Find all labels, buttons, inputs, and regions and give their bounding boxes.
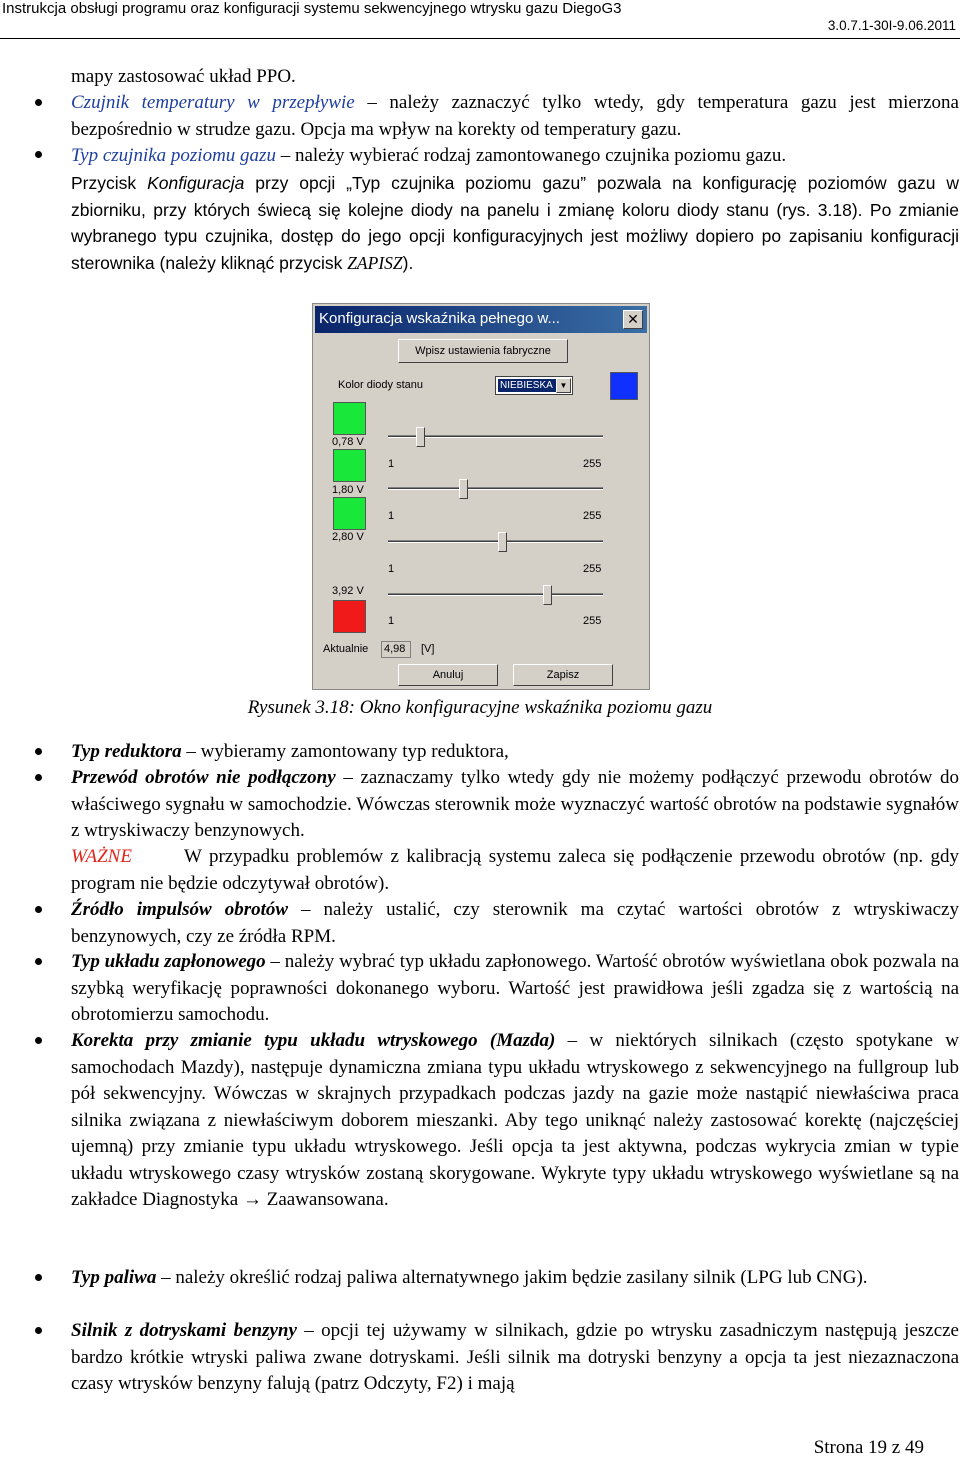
item-term: Typ reduktora <box>71 741 182 762</box>
close-button[interactable]: ✕ <box>623 310 643 329</box>
level-voltage: 1,80 V <box>332 484 364 496</box>
item-term: Źródło impulsów obrotów <box>71 899 289 920</box>
configuration-paragraph <box>71 170 959 276</box>
item-term: Korekta przy zmianie typu układu wtryskowego (Mazda) <box>71 1030 556 1051</box>
slider-max-label: 255 <box>583 458 602 470</box>
item-text: – zaznaczamy tylko wtedy gdy nie możemy podłączyć przewodu obrotów do właściwego sygnału w samochodzie. Wówczas sterownik może wyznaczyć wartość obrotów na podstawie sygnałów z wtryskiwaczy benzynowych. <box>71 767 959 841</box>
slider-max-label: 255 <box>583 563 602 575</box>
level-led <box>333 402 366 435</box>
bullet <box>35 906 42 913</box>
bullet <box>35 1327 42 1334</box>
item-text: – w niektórych silnikach (często spotykane w samochodach Mazdy), następuje dynamiczna zmiana typu układu wtryskowego z sekwencyjnego na fullgroup lub pół sekwencyjny. Wówczas w skrajnych przypadkach podczas jazdy na gazie może nastąpić niewłaściwa praca silnika związana z niewłaściwym doborem mieszanki. Aby tego uniknąć należy zastosować korektę (najczęściej ujemną) przy zmianie typu układu wtryskowego. Jeśli opcja ta jest aktywna, podczas wykrycia zmian w typie układu wtryskowego czasy wtrysków zostaną skorygowane. Wykryte typy układu wtryskowego wyświetlane są na zakładce Diagnostyka → Zaawansowana. <box>71 1030 959 1210</box>
level-led <box>333 449 366 482</box>
level-voltage: 3,92 V <box>332 585 364 597</box>
level-slider-thumb[interactable] <box>543 585 552 605</box>
status-color-value: NIEBIESKA <box>498 379 556 392</box>
page-header <box>0 0 960 40</box>
chevron-down-icon[interactable]: ▼ <box>556 378 571 393</box>
bullet <box>35 1274 42 1281</box>
list-item <box>71 90 959 143</box>
item-text: – należy określić rodzaj paliwa alternatywnego jakim będzie zasilany silnik (LPG lub CNG). <box>156 1267 868 1288</box>
slider-max-label: 255 <box>583 615 602 627</box>
level-slider-track[interactable] <box>388 540 603 543</box>
paragraph-text: przy opcji „Typ czujnika poziomu gazu” pozwala na konfigurację poziomów gazu w zbiorniku, przy których świecą się kolejne diody na panelu i zmianę koloru diody stanu (rys. 3.18). Po zmianie wybranego typu czujnika, dostęp do jego opcji konfiguracyjnych jest możliwy dopiero po zapisaniu konfiguracji sterownika (należy kliknąć przycisk <box>71 173 960 273</box>
slider-min-label: 1 <box>388 510 395 522</box>
level-slider-thumb[interactable] <box>498 532 507 552</box>
gauge-config-dialog <box>312 303 650 690</box>
list-item <box>71 1028 959 1214</box>
slider-min-label: 1 <box>388 615 395 627</box>
slider-min-label: 1 <box>388 458 395 470</box>
dialog-titlebar <box>315 306 647 333</box>
item-term: Czujnik temperatury w przepływie <box>71 92 355 113</box>
cancel-button[interactable]: Anuluj <box>398 664 498 686</box>
note-label: WAŻNE <box>71 846 132 867</box>
item-term: Typ układu zapłonowego <box>71 951 266 972</box>
intro-text: mapy zastosować układ PPO. <box>71 66 296 87</box>
level-led <box>333 497 366 530</box>
level-slider-track[interactable] <box>388 593 603 596</box>
slider-min-label: 1 <box>388 563 395 575</box>
slider-max-label: 255 <box>583 510 602 522</box>
current-unit: [V] <box>421 643 435 655</box>
list-item <box>71 1265 959 1292</box>
konfiguracja-term: Konfiguracja <box>147 173 245 193</box>
intro-line <box>71 64 959 91</box>
item-term: Typ czujnika poziomu gazu <box>71 145 276 166</box>
item-term: Typ paliwa <box>71 1267 157 1288</box>
paragraph-text: ). <box>402 252 414 273</box>
item-text: – należy wybrać typ układu zapłonowego. Wartość obrotów wyświetlana obok pozwala na szybką weryfikację poprawności dokonanego wyboru. Wartość jest prawidłowa jeśli zgadza się z wartością na obrotomierzu samochodu. <box>71 951 960 1025</box>
dialog-title: Konfiguracja wskaźnika pełnego w... <box>319 310 560 327</box>
header-rule <box>0 38 960 39</box>
bullet <box>35 748 42 755</box>
bullet <box>35 99 42 106</box>
level-led <box>333 600 366 633</box>
item-term: Przewód obrotów nie podłączony <box>71 767 336 788</box>
item-text: – należy wybierać rodzaj zamontowanego czujnika poziomu gazu. <box>275 145 787 166</box>
save-button[interactable]: Zapisz <box>513 664 613 686</box>
document-version: 3.0.7.1-30I-9.06.2011 <box>827 18 956 33</box>
item-text: – opcji tej używamy w silnikach, gdzie po wtrysku zasadniczym następują jeszcze bardzo krótkie wtryski paliwa zwane dotryskami. Jeśli silnik ma dotryski benzyny a opcja ta jest niezaznaczona czasy wtrysków benzyny falują (patrz Odczyty, F2) i mają <box>71 1320 959 1394</box>
bullet <box>35 151 42 158</box>
level-slider-track[interactable] <box>388 487 603 490</box>
bullet <box>35 774 42 781</box>
level-voltage: 2,80 V <box>332 531 364 543</box>
important-note <box>71 844 959 897</box>
factory-defaults-button[interactable]: Wpisz ustawienia fabryczne <box>398 339 568 363</box>
item-term: Silnik z dotryskami benzyny <box>71 1320 297 1341</box>
status-color-label: Kolor diody stanu <box>338 379 423 391</box>
paragraph-text: Przycisk <box>71 173 148 193</box>
current-label: Aktualnie <box>323 643 369 655</box>
bullet <box>35 958 42 965</box>
status-color-swatch <box>610 372 638 400</box>
status-color-select[interactable] <box>495 376 573 395</box>
figure-caption: Rysunek 3.18: Okno konfiguracyjne wskaźnika poziomu gazu <box>247 697 713 718</box>
list-item <box>71 897 959 950</box>
zapisz-term: ZAPISZ <box>347 252 403 273</box>
list-item <box>71 1318 959 1398</box>
current-value-field: 4,98 <box>381 641 411 658</box>
document-title: Instrukcja obsługi programu oraz konfiguracji systemu sekwencyjnego wtrysku gazu DiegoG3 <box>2 0 622 17</box>
item-text: – wybieramy zamontowany typ reduktora, <box>181 741 509 762</box>
level-slider-thumb[interactable] <box>459 479 468 499</box>
item-text: – należy ustalić, czy sterownik ma czytać wartości obrotów z wtryskiwaczy benzynowych, czy ze źródła RPM. <box>71 899 959 947</box>
page-number: Strona 19 z 49 <box>813 1437 924 1458</box>
list-item <box>71 739 959 766</box>
list-item <box>71 949 959 1029</box>
note-text: W przypadku problemów z kalibracją systemu zaleca się podłączenie przewodu obrotów (np. gdy program nie będzie odczytywał obrotów). <box>71 846 959 894</box>
level-slider-thumb[interactable] <box>416 427 425 447</box>
list-item <box>71 143 959 170</box>
bullet <box>35 1037 42 1044</box>
list-item <box>71 765 959 845</box>
item-text: – należy zaznaczyć tylko wtedy, gdy temperatura gazu jest mierzona bezpośrednio w strudze gazu. Opcja ma wpływ na korekty od temperatury gazu. <box>71 92 959 140</box>
level-voltage: 0,78 V <box>332 436 364 448</box>
